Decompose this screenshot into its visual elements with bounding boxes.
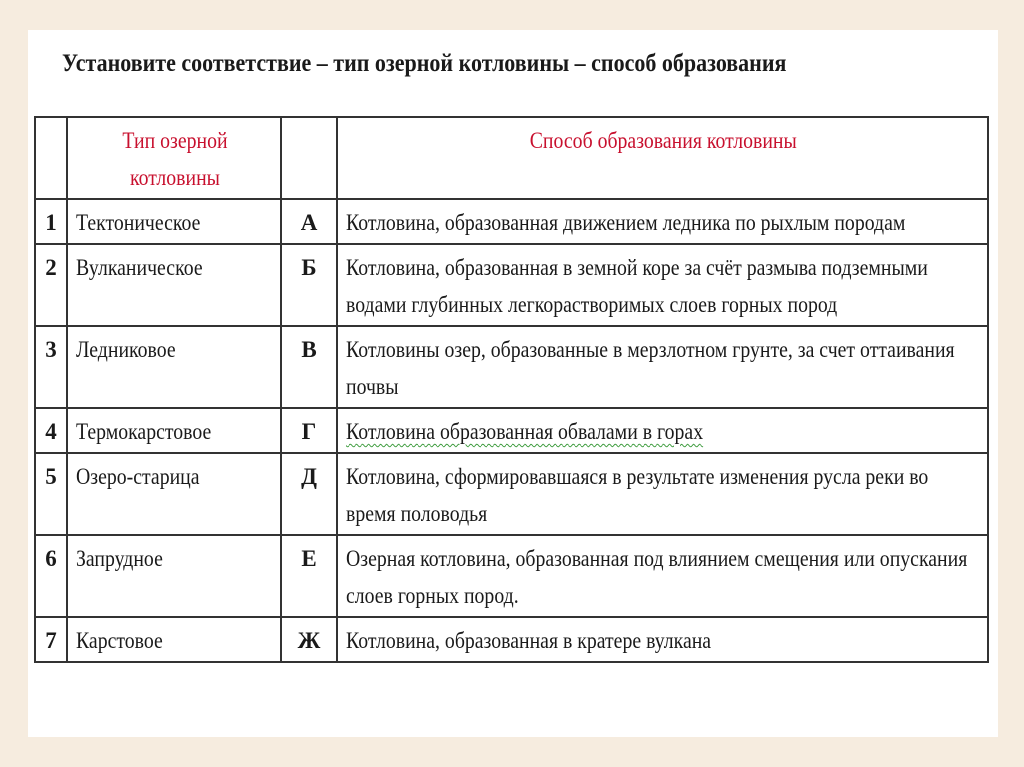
table-row: [35, 453, 988, 535]
row-letter: Ж: [281, 617, 337, 662]
method-cell: [337, 326, 988, 408]
row-letter: В: [281, 326, 337, 408]
method-label: Котловина, образованная движением ледника по рыхлым породам: [346, 210, 906, 235]
table-row: [35, 199, 988, 244]
table-row: [35, 326, 988, 408]
row-number: 6: [35, 535, 67, 617]
table-row: [35, 535, 988, 617]
lake-type-label: Термокарстовое: [76, 419, 212, 444]
table-row: [35, 617, 988, 662]
method-cell: [337, 535, 988, 617]
row-number: 4: [35, 408, 67, 453]
lake-type-cell: [67, 199, 281, 244]
lake-type-cell: [67, 617, 281, 662]
row-number: 1: [35, 199, 67, 244]
lake-type-label: Ледниковое: [76, 337, 176, 362]
row-letter: Е: [281, 535, 337, 617]
row-number: 7: [35, 617, 67, 662]
method-cell: [337, 199, 988, 244]
row-number: 3: [35, 326, 67, 408]
method-cell: [337, 244, 988, 326]
row-letter: Г: [281, 408, 337, 453]
lake-type-label: Вулканическое: [76, 255, 203, 280]
method-cell: [337, 453, 988, 535]
header-letter-cell: [281, 117, 337, 199]
row-number: 2: [35, 244, 67, 326]
lake-type-cell: [67, 244, 281, 326]
row-letter: Б: [281, 244, 337, 326]
table-header-row: [35, 117, 988, 199]
lake-type-label: Запрудное: [76, 546, 163, 571]
lake-type-label: Карстовое: [76, 628, 163, 653]
lake-type-label: Озеро-старица: [76, 464, 200, 489]
header-type-cell: [67, 117, 281, 199]
lake-type-cell: [67, 535, 281, 617]
row-letter: А: [281, 199, 337, 244]
method-cell: [337, 408, 988, 453]
header-type-label: Тип озерной котловины: [122, 128, 228, 190]
method-label: Озерная котловина, образованная под влиянием смещения или опускания слоев горных пород.: [346, 546, 968, 608]
header-method-label: Способ образования котловины: [529, 128, 798, 153]
header-number-cell: [35, 117, 67, 199]
header-method-cell: [337, 117, 988, 199]
lake-type-label: Тектоническое: [76, 210, 201, 235]
table-row: [35, 244, 988, 326]
method-label: Котловина, сформировавшаяся в результате изменения русла реки во время половодья: [346, 464, 929, 526]
row-number: 5: [35, 453, 67, 535]
lake-type-cell: [67, 408, 281, 453]
method-cell: [337, 617, 988, 662]
row-letter: Д: [281, 453, 337, 535]
table-row: [35, 408, 988, 453]
method-label: Котловина, образованная в кратере вулкана: [346, 628, 712, 653]
lake-type-cell: [67, 453, 281, 535]
method-label: Котловины озер, образованные в мерзлотном грунте, за счет оттаивания почвы: [346, 337, 955, 399]
method-label: Котловина, образованная в земной коре за счёт размыва подземными водами глубинных легкорастворимых слоев горных пород: [346, 255, 928, 317]
matching-table: [34, 116, 989, 663]
method-label: Котловина образованная обвалами в горах: [346, 419, 704, 444]
lake-type-cell: [67, 326, 281, 408]
page-title: Установите соответствие – тип озерной котловины – способ образования: [62, 50, 787, 77]
